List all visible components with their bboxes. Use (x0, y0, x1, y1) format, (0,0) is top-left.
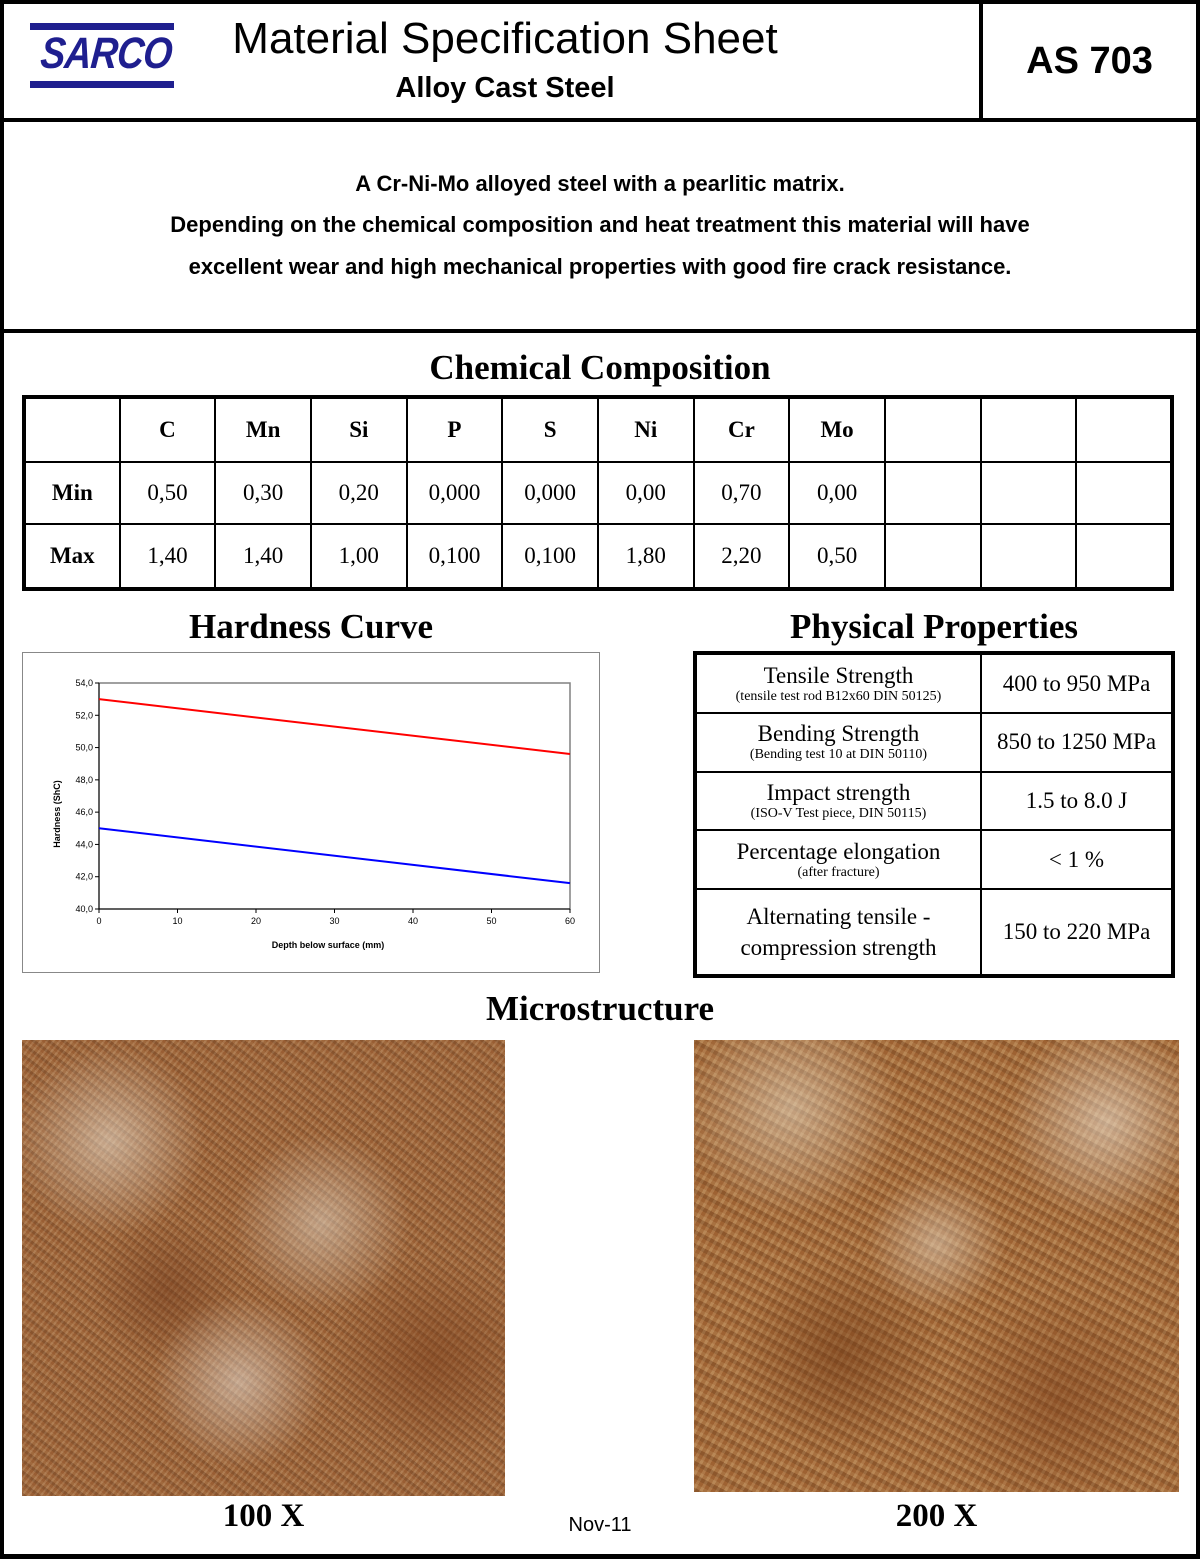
physical-properties-table (693, 651, 1175, 978)
x-tick-label: 20 (250, 916, 262, 926)
series-line-max (99, 699, 570, 754)
element-header (981, 397, 1077, 462)
composition-value: 0,30 (215, 462, 311, 525)
hardness-chart (22, 652, 600, 973)
property-value: 400 to 950 MPa (981, 653, 1173, 713)
corner-cell (24, 397, 120, 462)
property-value: 150 to 220 MPa (981, 889, 1173, 976)
composition-value: 0,000 (407, 462, 503, 525)
composition-value (1076, 524, 1172, 589)
logo-bar-bottom (30, 81, 174, 88)
composition-value: 0,00 (789, 462, 885, 525)
row-label: Max (24, 524, 120, 589)
y-tick-label: 54,0 (75, 678, 93, 688)
page-subtitle: Alloy Cast Steel (395, 72, 615, 104)
property-name: Percentage elongation (736, 838, 941, 864)
composition-value: 0,50 (120, 462, 216, 525)
series-line-min (99, 828, 570, 883)
hardness-heading: Hardness Curve (188, 607, 434, 646)
composition-value: 0,70 (694, 462, 790, 525)
x-tick-label: 0 (96, 916, 102, 926)
property-cell (695, 889, 981, 976)
composition-value: 1,00 (311, 524, 407, 589)
composition-heading: Chemical Composition (429, 348, 771, 387)
row-label: Min (24, 462, 120, 525)
y-tick-label: 52,0 (75, 710, 93, 721)
property-cell (695, 713, 981, 772)
composition-value (1076, 462, 1172, 525)
description-block (0, 122, 1200, 333)
property-cell (695, 772, 981, 831)
revision-date: Nov-11 (568, 1514, 632, 1536)
spec-code: AS 703 (1026, 40, 1153, 82)
property-name: Alternating tensile - compression strength (740, 904, 937, 961)
composition-table (22, 395, 1174, 591)
x-tick-label: 40 (407, 916, 419, 926)
property-cell (695, 653, 981, 713)
x-tick-label: 60 (564, 916, 576, 926)
x-tick-label: 50 (486, 916, 497, 926)
property-value: 1.5 to 8.0 J (981, 772, 1173, 831)
description-line: excellent wear and high mechanical properties with good fire crack resistance. (188, 254, 1012, 279)
composition-value: 0,00 (598, 462, 694, 525)
composition-value: 0,000 (502, 462, 598, 525)
table-row (695, 772, 1173, 831)
composition-value: 1,80 (598, 524, 694, 589)
composition-value: 0,50 (789, 524, 885, 589)
table-row (695, 713, 1173, 772)
microstructure-heading: Microstructure (485, 989, 715, 1028)
table-row (24, 462, 1172, 525)
element-header: Mn (215, 397, 311, 462)
element-header (885, 397, 981, 462)
description-line: Depending on the chemical composition and heat treatment this material will have (170, 212, 1030, 237)
table-row (24, 397, 1172, 462)
x-tick-label: 30 (329, 916, 340, 926)
description-line: A Cr-Ni-Mo alloyed steel with a pearlitic matrix. (355, 171, 845, 196)
y-tick-label: 50,0 (75, 742, 93, 753)
element-header (1076, 397, 1172, 462)
property-note: (ISO-V Test piece, DIN 50115) (750, 806, 927, 822)
x-tick-label: 10 (172, 916, 183, 926)
property-value: 850 to 1250 MPa (981, 713, 1173, 772)
element-header: C (120, 397, 216, 462)
y-tick-label: 44,0 (75, 839, 93, 850)
element-header: S (502, 397, 598, 462)
composition-value: 1,40 (215, 524, 311, 589)
table-row (695, 653, 1173, 713)
property-note: (Bending test 10 at DIN 50110) (749, 747, 928, 763)
y-tick-label: 48,0 (75, 774, 93, 785)
element-header: Cr (694, 397, 790, 462)
micrograph-200x (694, 1040, 1179, 1492)
element-header: P (407, 397, 503, 462)
y-tick-label: 46,0 (75, 807, 93, 818)
composition-value: 0,20 (311, 462, 407, 525)
composition-value: 2,20 (694, 524, 790, 589)
micrograph-label: 200 X (895, 1498, 978, 1534)
property-cell (695, 830, 981, 889)
composition-value: 0,100 (407, 524, 503, 589)
composition-value (981, 524, 1077, 589)
logo-text: SARCO (38, 29, 174, 78)
property-name: Impact strength (766, 780, 911, 806)
x-axis-label: Depth below surface (mm) (271, 940, 385, 950)
y-tick-label: 40,0 (75, 904, 93, 914)
property-value: < 1 % (981, 830, 1173, 889)
table-row (695, 830, 1173, 889)
micrograph-label: 100 X (222, 1498, 305, 1534)
table-row (24, 524, 1172, 589)
property-note: (after fracture) (797, 864, 880, 880)
property-note: (tensile test rod B12x60 DIN 50125) (735, 688, 942, 704)
sarco-logo (30, 20, 174, 90)
composition-value (885, 524, 981, 589)
composition-value (885, 462, 981, 525)
page-title: Material Specification Sheet (232, 14, 778, 63)
hardness-chart-svg (23, 653, 599, 972)
composition-value: 0,100 (502, 524, 598, 589)
composition-value: 1,40 (120, 524, 216, 589)
composition-value (981, 462, 1077, 525)
element-header: Mo (789, 397, 885, 462)
property-name: Tensile Strength (763, 662, 914, 688)
table-row (695, 889, 1173, 976)
y-axis-label: Hardness (ShC) (52, 780, 62, 848)
element-header: Ni (598, 397, 694, 462)
physical-heading: Physical Properties (789, 607, 1079, 646)
micrograph-100x (22, 1040, 505, 1496)
y-tick-label: 42,0 (75, 871, 93, 882)
property-name: Bending Strength (757, 721, 920, 747)
element-header: Si (311, 397, 407, 462)
